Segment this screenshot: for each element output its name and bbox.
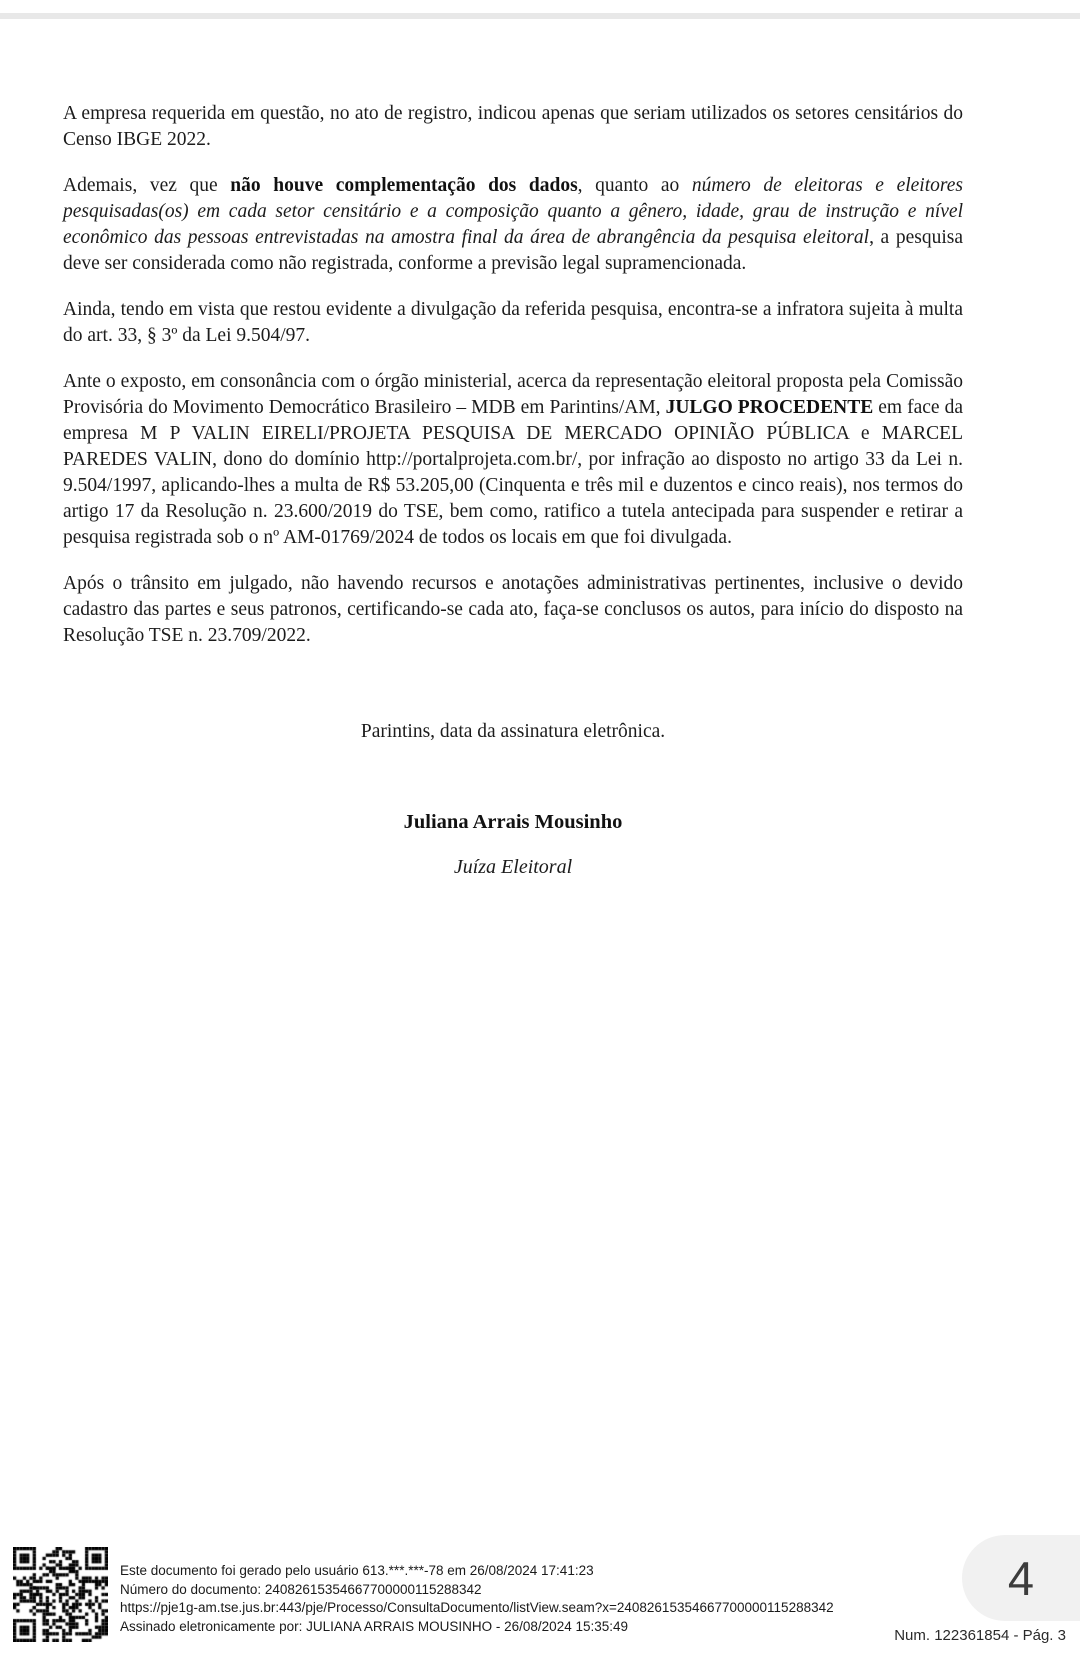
document-body xyxy=(63,101,963,880)
paragraph: Após o trânsito em julgado, não havendo recursos e anotações administrativas pertinentes, inclusive o devido cadastro das partes e seus patronos, certificando-se cada ato, faça-se conclusos os autos, para início do disposto na Resolução TSE n. 23.709/2022. xyxy=(63,573,963,646)
page-indicator-pill xyxy=(962,1535,1080,1621)
qr-code-icon xyxy=(13,1547,108,1642)
signature-place-line: Parintins, data da assinatura eletrônica. xyxy=(360,721,666,742)
paragraph: Ante o exposto, em consonância com o órgão ministerial, acerca da representação eleitoral proposta pela Comissão Provisória do Movimento Democrático Brasileiro – MDB em Parintins/AM, JULGO PROCEDENTE em face da empresa M P VALIN EIRELI/PROJETA PESQUISA DE MERCADO OPINIÃO PÚBLICA e MARCEL PAREDES VALIN, dono do domínio http://portalprojeta.com.br/, por infração ao disposto no artigo 33 da Lei n. 9.504/1997, aplicando-lhes a multa de R$ 53.205,00 (Cinquenta e três mil e duzentos e cinco reais), nos termos do artigo 17 da Resolução n. 23.600/2019 do TSE, bem como, ratifico a tutela antecipada para suspender e retirar a pesquisa registrada sob o nº AM-01769/2024 de todos os locais em que foi divulgada. xyxy=(63,371,963,548)
paragraph: Ademais, vez que não houve complementação dos dados, quanto ao número de eleitoras e eleitores pesquisadas(os) em cada setor censitário e a composição quanto a gênero, idade, grau de instrução e nível econômico das pessoas entrevistadas na amostra final da área de abrangência da pesquisa eleitoral, a pesquisa deve ser considerada como não registrada, conforme a previsão legal supramencionada. xyxy=(63,175,963,274)
paragraph: A empresa requerida em questão, no ato de registro, indicou apenas que seriam utilizados os setores censitários do Censo IBGE 2022. xyxy=(63,103,963,150)
page-indicator-number: 4 xyxy=(1007,1551,1035,1605)
page-break-divider xyxy=(0,13,1080,19)
footer-line: Número do documento: 24082615354667700000115288342 xyxy=(120,1581,482,1597)
signer-role: Juíza Eleitoral xyxy=(453,856,573,878)
footer-line: https://pje1g-am.tse.jus.br:443/pje/Processo/ConsultaDocumento/listView.seam?x=24082615354667700000115288342 xyxy=(120,1600,834,1615)
footer-metadata xyxy=(120,1562,834,1636)
paragraph: Ainda, tendo em vista que restou evidente a divulgação da referida pesquisa, encontra-se a infratora sujeita à multa do art. 33, § 3º da Lei 9.504/97. xyxy=(63,299,963,346)
footer-line: Assinado eletronicamente por: JULIANA ARRAIS MOUSINHO - 26/08/2024 15:35:49 xyxy=(120,1618,629,1634)
paragraphs-container xyxy=(63,101,963,649)
footer-line: Este documento foi gerado pelo usuário 613.***.***-78 em 26/08/2024 17:41:23 xyxy=(120,1563,594,1578)
document-reference: Num. 122361854 - Pág. 3 xyxy=(894,1627,1066,1644)
signer-name: Juliana Arrais Mousinho xyxy=(403,811,623,833)
